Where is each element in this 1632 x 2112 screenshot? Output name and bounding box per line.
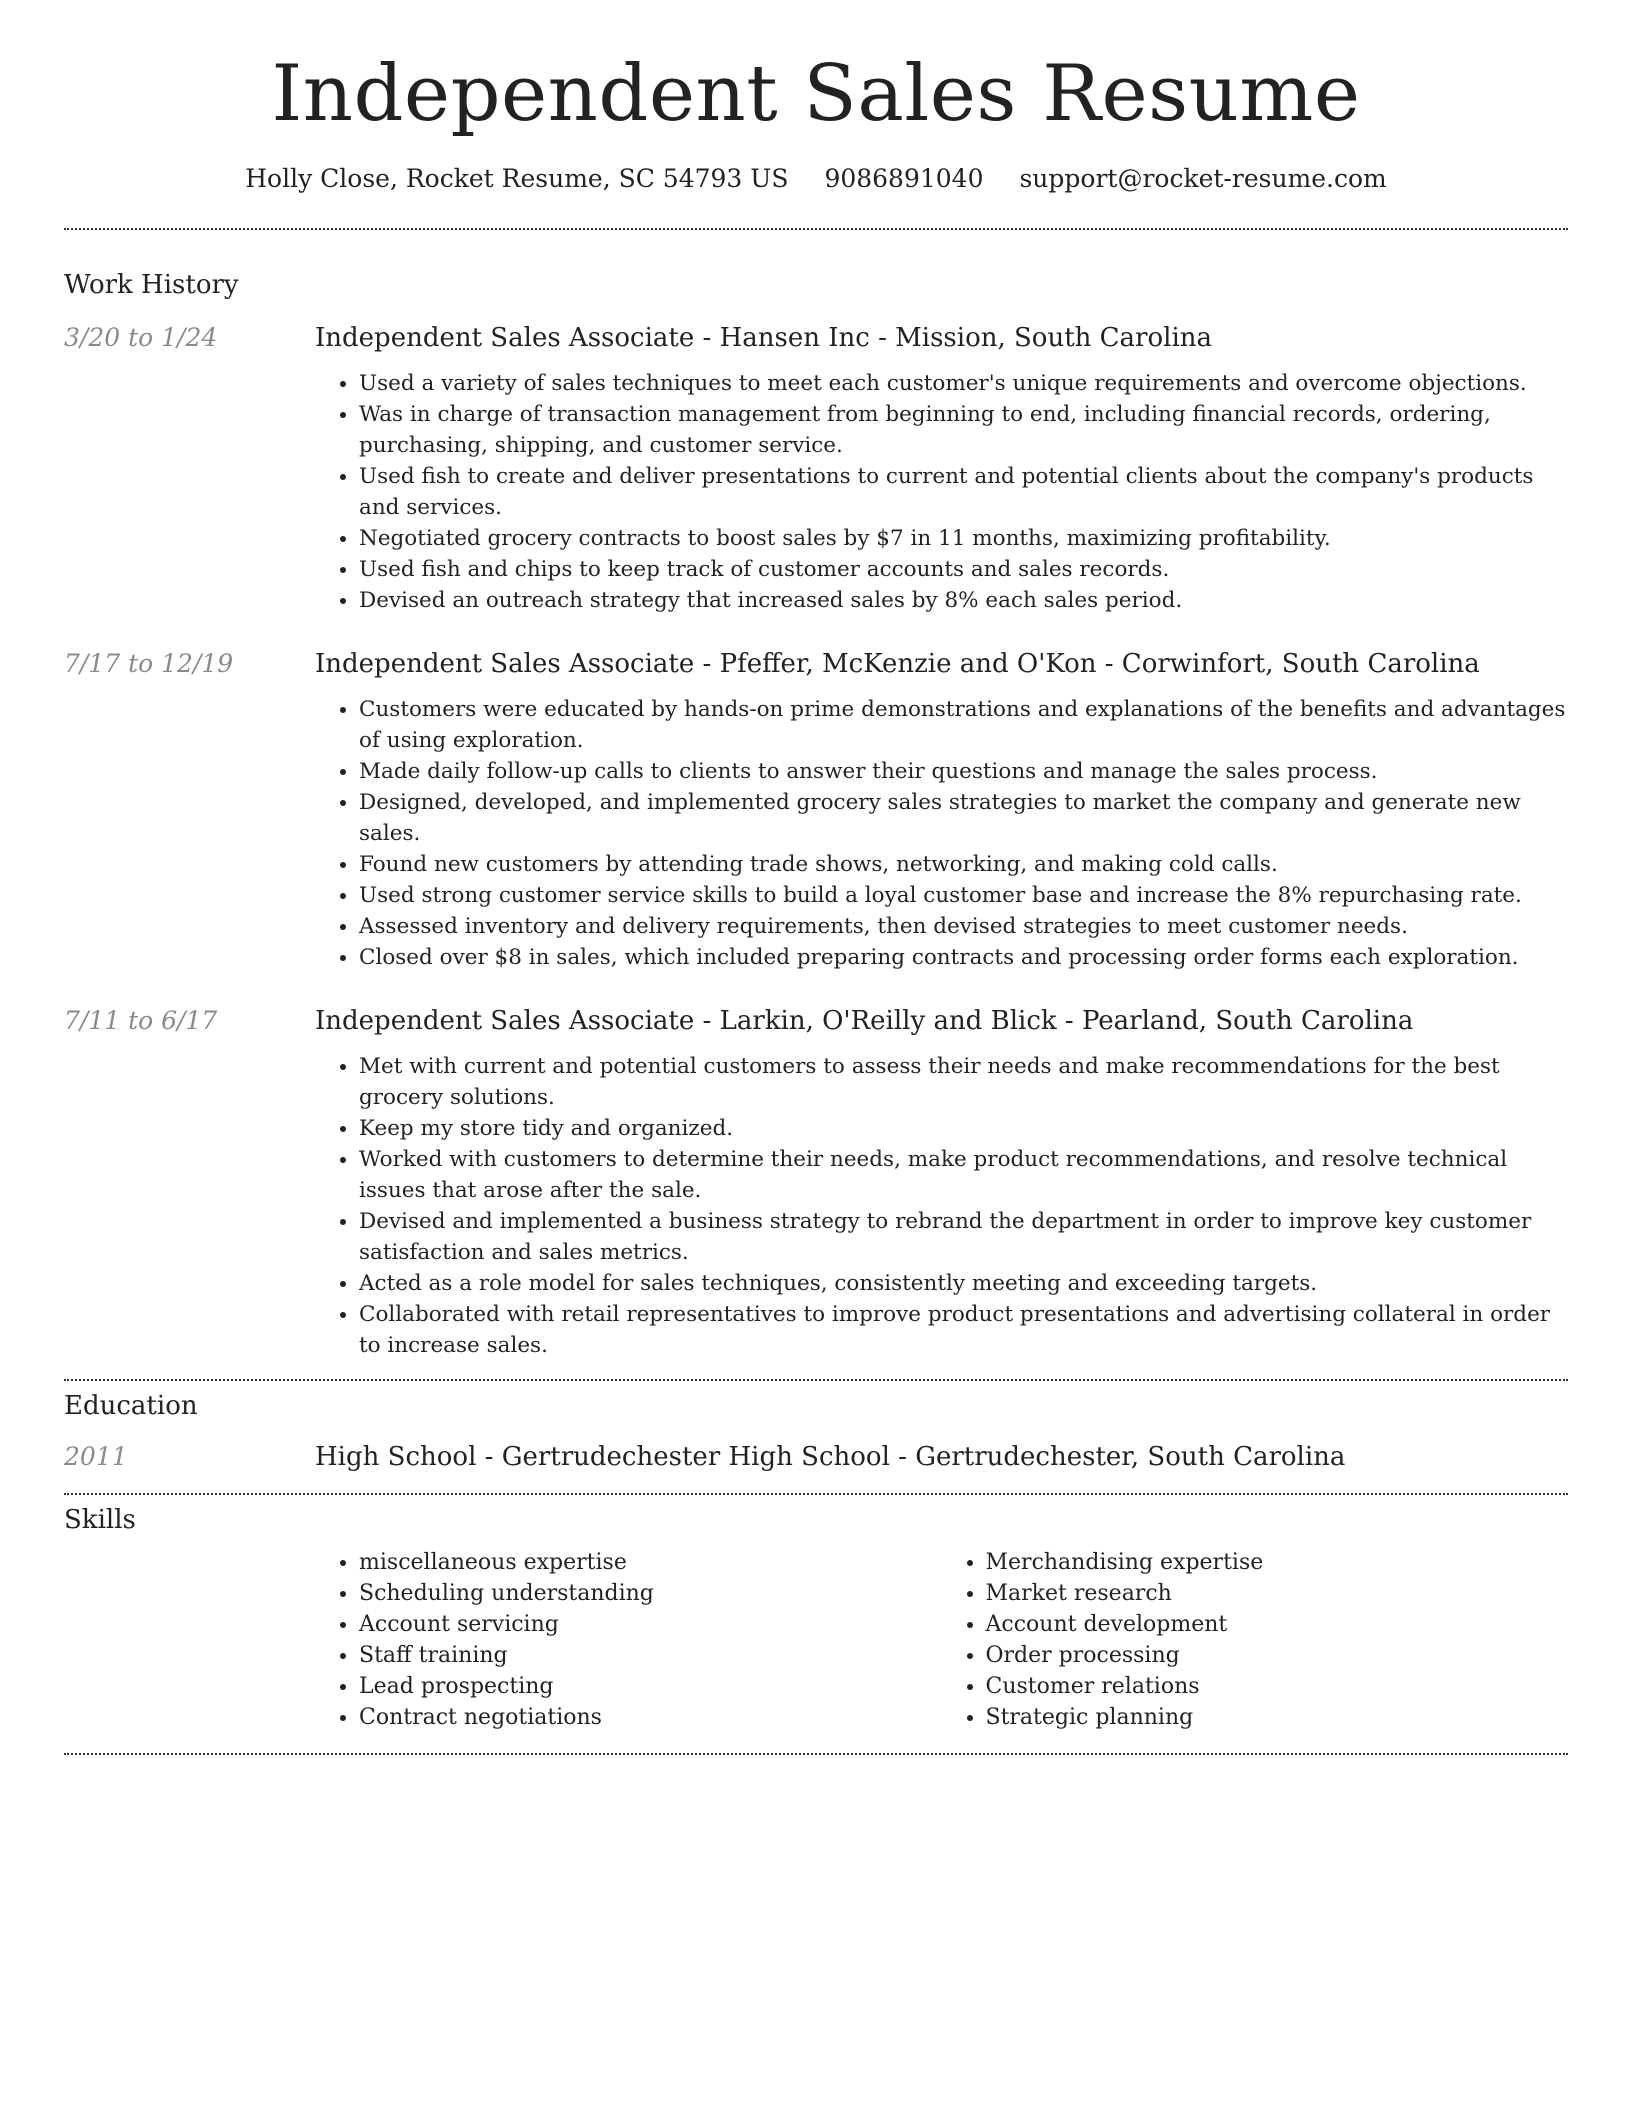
skills-row — [64, 1547, 1568, 1733]
job-title: Independent Sales Associate - Hansen Inc - Mission, South Carolina — [315, 322, 1213, 353]
bullet-item: • Keep my store tidy and organized. — [359, 1113, 1568, 1144]
job-entry — [64, 1003, 1568, 1361]
job-content — [315, 646, 1568, 973]
divider — [64, 1379, 1568, 1381]
resume-title: Independent Sales Resume — [271, 49, 1361, 139]
bullet-item: • Collaborated with retail representatives to improve product presentations and advertising collateral in order to increase sales. — [359, 1299, 1568, 1361]
divider — [64, 1753, 1568, 1755]
skills-spacer — [64, 1547, 315, 1733]
contact-address: Holly Close, Rocket Resume, SC 54793 US — [245, 163, 789, 193]
resume-page — [64, 0, 1568, 1755]
job-bullets — [315, 368, 1568, 616]
skills-list — [315, 1547, 942, 1733]
divider — [64, 1493, 1568, 1495]
education-title: High School - Gertrudechester High School - Gertrudechester, South Carolina — [315, 1441, 1346, 1472]
bullet-item: • Acted as a role model for sales techniques, consistently meeting and exceeding targets. — [359, 1268, 1568, 1299]
skill-item: • Market research — [986, 1578, 1569, 1609]
skill-item: • Strategic planning — [986, 1702, 1569, 1733]
skills-list — [942, 1547, 1569, 1733]
section-heading-skills: Skills — [64, 1504, 136, 1535]
skill-item: • Merchandising expertise — [986, 1547, 1569, 1578]
skills-column-right — [942, 1547, 1569, 1733]
skill-item: • Staff training — [359, 1640, 942, 1671]
bullet-item: • Devised and implemented a business strategy to rebrand the department in order to improve key customer satisfaction and sales metrics. — [359, 1206, 1568, 1268]
section-heading-education: Education — [64, 1390, 198, 1421]
bullet-item: • Devised an outreach strategy that increased sales by 8% each sales period. — [359, 585, 1568, 616]
education-dates: 2011 — [64, 1441, 128, 1471]
job-dates: 3/20 to 1/24 — [64, 322, 218, 352]
skills-section — [64, 1505, 1568, 1733]
bullet-item: • Negotiated grocery contracts to boost sales by $7 in 11 months, maximizing profitability. — [359, 523, 1568, 554]
divider — [64, 228, 1568, 230]
job-entry — [64, 646, 1568, 973]
job-dates: 7/11 to 6/17 — [64, 1005, 218, 1035]
bullet-item: • Customers were educated by hands-on prime demonstrations and explanations of the benefits and advantages of using exploration. — [359, 694, 1568, 756]
skills-column-left — [315, 1547, 942, 1733]
bullet-item: • Was in charge of transaction management from beginning to end, including financial records, ordering, purchasing, shipping, and customer service. — [359, 399, 1568, 461]
bullet-item: • Used fish to create and deliver presentations to current and potential clients about the company's products and services. — [359, 461, 1568, 523]
bullet-item: • Used strong customer service skills to build a loyal customer base and increase the 8% repurchasing rate. — [359, 880, 1568, 911]
bullet-item: • Worked with customers to determine their needs, make product recommendations, and resolve technical issues that arose after the sale. — [359, 1144, 1568, 1206]
skill-item: • Account development — [986, 1609, 1569, 1640]
skill-item: • Account servicing — [359, 1609, 942, 1640]
bullet-item: • Used a variety of sales techniques to meet each customer's unique requirements and overcome objections. — [359, 368, 1568, 399]
bullet-item: • Made daily follow-up calls to clients to answer their questions and manage the sales process. — [359, 756, 1568, 787]
education-entry — [64, 1439, 1568, 1475]
education-content — [315, 1439, 1568, 1475]
bullet-item: • Used fish and chips to keep track of customer accounts and sales records. — [359, 554, 1568, 585]
contact-phone: 9086891040 — [824, 163, 984, 193]
skill-item: • Order processing — [986, 1640, 1569, 1671]
bullet-item: • Found new customers by attending trade shows, networking, and making cold calls. — [359, 849, 1568, 880]
education-section — [64, 1391, 1568, 1475]
contact-line — [64, 164, 1568, 194]
skill-item: • Customer relations — [986, 1671, 1569, 1702]
skills-grid — [315, 1547, 1568, 1733]
job-content — [315, 320, 1568, 616]
work-history-section — [64, 270, 1568, 1361]
job-bullets — [315, 694, 1568, 973]
bullet-item: • Met with current and potential customers to assess their needs and make recommendations for the best grocery solutions. — [359, 1051, 1568, 1113]
job-content — [315, 1003, 1568, 1361]
job-bullets — [315, 1051, 1568, 1361]
skill-item: • miscellaneous expertise — [359, 1547, 942, 1578]
skill-item: • Scheduling understanding — [359, 1578, 942, 1609]
job-title: Independent Sales Associate - Pfeffer, McKenzie and O'Kon - Corwinfort, South Carolina — [315, 648, 1480, 679]
contact-email: support@rocket-resume.com — [1019, 163, 1387, 193]
bullet-item: • Closed over $8 in sales, which included preparing contracts and processing order forms each exploration. — [359, 942, 1568, 973]
skill-item: • Contract negotiations — [359, 1702, 942, 1733]
job-title: Independent Sales Associate - Larkin, O'Reilly and Blick - Pearland, South Carolina — [315, 1005, 1414, 1036]
bullet-item: • Designed, developed, and implemented grocery sales strategies to market the company and generate new sales. — [359, 787, 1568, 849]
skill-item: • Lead prospecting — [359, 1671, 942, 1702]
job-dates: 7/17 to 12/19 — [64, 648, 234, 678]
job-entry — [64, 320, 1568, 616]
bullet-item: • Assessed inventory and delivery requirements, then devised strategies to meet customer needs. — [359, 911, 1568, 942]
section-heading-work-history: Work History — [64, 269, 239, 300]
